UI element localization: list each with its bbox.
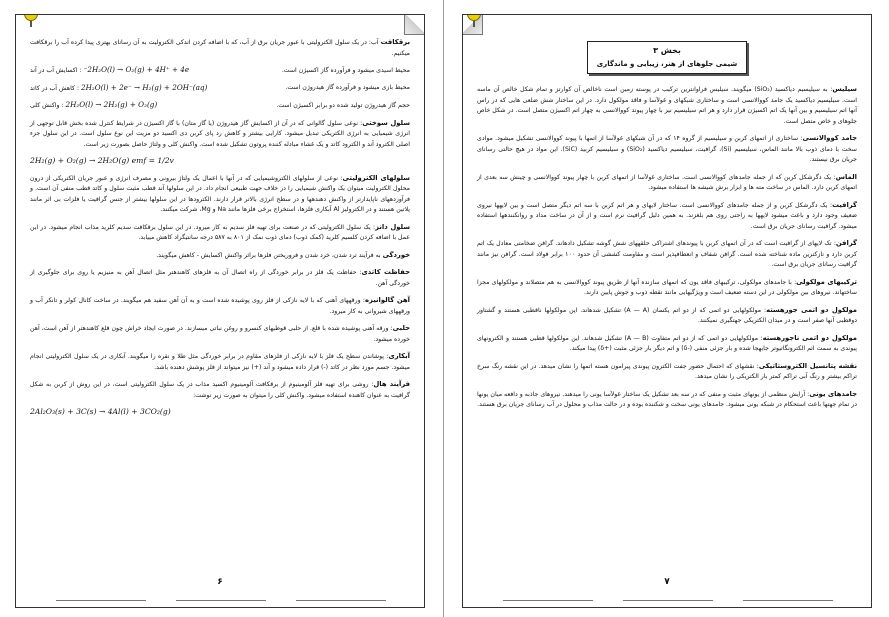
- paragraph-graphene: گرافن: تک لایهای از گرافیت است که در آن اتمهای کربن با پیوندهای اشتراکی حلقههای شش گوشه تشکیل دادهاند. گرافن ضخامتی معادل یک اتم کربن دارد و نازکترین ماده شناخته شده است. گرافن شفاف و انعطافپذیر است و مقاومت کششی آن حدود ۱۰۰ برابر فولاد است. گرافن نیز مانند گرافیت رسانای جریان برق است.: [477, 239, 858, 268]
- footer-rule: [623, 600, 713, 601]
- footer-rule: [503, 600, 593, 601]
- paragraph-homonuclear: مولکول دو اتمی جورهسته: مولکولهایی دو اتمی که از دو اتم یکسان (A — A) تشکیل شدهاند. این مولکولها ناقطبی هستند و گشتاور دوقطبی آنها صفر است و در میدان الکتریکی جهتگیری نمیکنند.: [477, 305, 858, 324]
- right-page-content: [477, 37, 857, 577]
- paragraph-covalent-solid: جامد کووالانسی: ساختاری از اتمهای کربن و سیلیسیم از گروه ۱۴ که در آن شبکهای غولآسا از اتمها با پیوند کووالانسی تشکیل میشود. موادی سخت با دمای ذوب بالا مانند الماس، سیلیسیم (Si)، گرافیت، سیلیسیم دیاکسید (SiO₂) و سیلیسیم کربید (SiC). این مواد در هیچ حالتی رسانای جریان برق نیستند.: [477, 134, 857, 163]
- fuel-cell-equation: 2H₂(g) + O₂(g) → 2H₂O(g) emf = 1/2v: [30, 156, 174, 165]
- paragraph-tin-plate: حلبی: ورقه آهنی پوشیده شده با قلع. از حلبی قوطیهای کنسرو و روغن نباتی میسازند. در صورت ایجاد خراش چون قلع کاهندهتر از آهن است، آهن خورده میشود.: [30, 324, 410, 343]
- chapter-title: بخش ۳: [653, 46, 681, 55]
- footer-rule: [296, 600, 386, 601]
- page-curl-icon: [404, 14, 425, 35]
- pushpin-icon: [467, 14, 481, 25]
- paragraph-electrolytic-cells: سلولهای الکترولیتی: نوعی از سلولهای الکتروشیمیایی که در آنها با اعمال یک ولتاژ بیرونی و مصرف انرژی و عبور جریان الکتریکی از درون محلول الکترولیت میتوان یک واکنش شیمیایی را در خلاف جهت طبیعی انجام داد. در این سلولها آند قطب مثبت سلول و کاتد قطب منفی آن است. و فرآوردههای ناپایدارتر از واکنش دهندهها و در سطح انرژی بالاتر قرار دارند. الکترودها در این سلولها بیشتر از جنس گرافیت یا فلزات بی اثر مانند پلاتین هستند و در الکترولیز Al آبکاری فلزها، استخراج برخی فلزها مانند Na و Mg، شرکت میکنند.: [30, 173, 410, 213]
- left-page: [15, 14, 425, 608]
- footer-rule: [56, 600, 146, 601]
- hall-equation: 2Al₂O₃(s) + 3C(s) → 4Al(l) + 3CO₂(g): [30, 407, 171, 416]
- chapter-heading-box: [587, 41, 747, 74]
- equation-row: حجم گاز هیدروژن تولید شده دو برابر اکسیژن است. 2H₂O(l) → 2H₂(g) + O₂(g) : واکنش کلی: [30, 100, 410, 109]
- paragraph-electrolysis: برقکافت آب: در یک سلول الکترولیتی با عبور جریان برق از آب، که با اضافه کردن اندکی الکترولیت به آن رسانای بهتری پیدا کرده آب را برقکافت میکنیم.: [30, 38, 410, 57]
- page-number: ۷: [664, 577, 670, 587]
- paragraph-graphite: گرافیت: یک دگرشکل کربن و از جمله جامدهای کووالانسی است. ساختار لایهای و هر اتم کربن با سه اتم دیگر متصل است و بین لایهها نیروی ضعیف وجود دارد و باعث میشود لایهها به راحتی روی هم بلغزند. به همین دلیل گرافیت نرم است و از آن در ساخت مداد و روانکنندهها استفاده میشود. گرافیت رسانای جریان برق است.: [477, 200, 857, 230]
- paragraph-hall-process: فرآیند هال: روشی برای تهیه فلز آلومینیوم از برقکافت آلومینیوم اکسید مذاب در یک سلول الکترولیتی است، در این روش از کربن به شکل گرافیت به عنوان کاهنده استفاده میشود. واکنش کلی را میتوان به صورت زیر نوشت:: [30, 380, 410, 399]
- footer-rule: [176, 600, 266, 601]
- left-page-content: [30, 37, 410, 577]
- chapter-subtitle: شیمی جلوهای از هنر، زیبایی و ماندگاری: [596, 59, 738, 68]
- equation-row: محیط اسیدی میشود و فرآورده گاز اکسیژن است. 2H₂O(l) → O₂(g) + 4H⁺ + 4e⁻ : اکسایش آب در آند: [30, 65, 410, 74]
- paragraph-galvanized-iron: آهن گالوانیزه: ورقههای آهنی که با لایه نازکی از فلز روی پوشیده شده است و به آن آهن سفید هم میگویند. در ساخت کانال کولر و تانکر آب و ورقههای شیروانی به کار میرود.: [30, 296, 410, 315]
- paragraph-heteronuclear: مولکول دو اتمی ناجورهسته: مولکولهایی دو اتمی که از دو اتم متفاوت (A — B) تشکیل شدهاند. این مولکولها قطبی هستند و الکترونهای پیوندی به سمت اتم الکترونگاتیوتر جابهجا شده و بار جزئی منفی (-δ) و اتم دیگر بار جزئی مثبت (+δ) پیدا میکند.: [477, 333, 857, 352]
- paragraph-electrostatic-map: نقشه پتانسیل الکتروستاتیکی: نقشهای که احتمال حضور جفت الکترون پیوندی پیرامون هسته اتمها را نشان میدهد. در این نقشه رنگ سرخ تراکم بیشتر و رنگ آبی تراکم کمتر بار الکتریکی را نشان میدهد.: [477, 361, 857, 380]
- pushpin-icon: [24, 14, 38, 25]
- paragraph-silica: سیلیس: به سیلیسیم دیاکسید (SiO₂) میگویند. سیلیس فراوانترین ترکیب در پوسته زمین است ناخالص آن کوارتز و تمام شکل خالص آن ماسه است. سیلیسیم دیاکسید یک جامد کووالانسی است و ساختاری شبکهای و غولآسا و فاقد مولکول دارد. در این ساختار شش ضلعی هایی که در راس آنها اتم سیلیسیم و بین آنها یک اتم اکسیژن قرار دارد و هر اتم سیلیسیم نیز با چهار پیوند کووالانسی به چهار اتم اکسیژن متصل است. در شکل خاص جلوهای و خاص متصل است.: [477, 85, 857, 125]
- paragraph-corrosion: خوردگی به فرآیند ترد شدن، خرد شدن و فروریختن فلزها براثر واکنش اکسایش - کاهش میگویند.: [156, 250, 410, 259]
- right-page: [462, 14, 872, 608]
- page-number: ۶: [217, 577, 223, 587]
- paragraph-downs-cell: سلول دانز: یک سلول الکترولیتی که در صنعت برای تهیه فلز سدیم به کار میرود. در این سلول برقکافت سدیم کلرید مذاب انجام میشود. در این عمل با اضافه کردن کلسیم کلرید (کمک ذوب) دمای ذوب نمک از ۸۰۱ به ۵۸۷ درجه سانتیگراد کاهش مییابد.: [30, 222, 410, 241]
- paragraph-ionic-solids: جامدهای یونی: آرایش منظمی از یونهای مثبت و منفی که در سه بعد تشکیل یک ساختار غولآسا یونی را میدهند. نیروهای جاذبه و دافعه میان یونها در تمام جهتها باعث استحکام در شبکه یونی میشود. جامدهای یونی سخت و شکننده بوده و در حالت مذاب و محلول در آب رسانای جریان برق هستند.: [477, 389, 857, 408]
- paragraph-molecular-compounds: ترکیبهای مولکولی: با جامدهای مولکولی، ترکیبهای فاقد یون که اتمهای سازنده آنها از طریق پیوند کووالانسی به هم متصلاند و مولکولهای مجزا ساختهاند. نیروهای بین مولکولی در این دسته ضعیف است و ویژگیهایی مانند نقطه ذوب و جوش پایین دارند.: [477, 277, 857, 296]
- paragraph-diamond: الماس: یک دگرشکل کربن که از جمله جامدهای کووالانسی است. ساختاری غولآسا از اتمهای کربن با چهار پیوند کووالانسی و چینش سه بعدی از اتمهای کربن دارد. الماس در ساخت مته ها و ابزار برش شیشه ها استفاده میشود.: [477, 172, 857, 191]
- paragraph-cathodic-protection: حفاظت کاتدی: حفاظت یک فلز در برابر خوردگی از راه اتصال آن به فلزهای کاهندهتر مثل اتصال آهن به منیزیم یا روی برای جلوگیری از خوردگی آهن.: [30, 268, 410, 287]
- paragraph-fuel-cell: سلول سوختی: نوعی سلول گالوانی که در آن از اکسایش گاز هیدروژن (یا گاز متان) با گاز اکسیژن در شرایط کنترل شده بخش قابل توجهی از انرژی شیمیایی به انرژی الکتریکی تبدیل میشود. کارایی بیشتر و کاهش رد پای کربن دی اکسید دو مزیت این نوع سلول است. در این سلول جزء اصلی الکترود آند و الکترود کاتد و یک غشاء مبادله کننده پروتون تشکیل شده است. واکنش کلی و ولتاژ حاصل بصورت زیر است.: [30, 118, 411, 148]
- footer-rule: [743, 600, 833, 601]
- paragraph-electroplating: آبکاری: پوشاندن سطح یک فلز با لایه نازکی از فلزهای مقاوم در برابر خوردگی مثل طلا و نقره را میگویند. آبکاری در یک سلول الکترولیتی انجام میشود. جسم مورد نظر در کاتد (-) قرار داده میشود و آند (+) نیز میتواند از فلز پوشش دهنده باشد.: [30, 352, 410, 371]
- equation-row: محیط بازی میشود و فرآورده گاز هیدروژن است. 2H₂O(l) + 2e⁻ → H₂(g) + 2OH⁻(aq) : کاهش آب در کاتد: [30, 82, 410, 92]
- spread-divider: [443, 0, 444, 617]
